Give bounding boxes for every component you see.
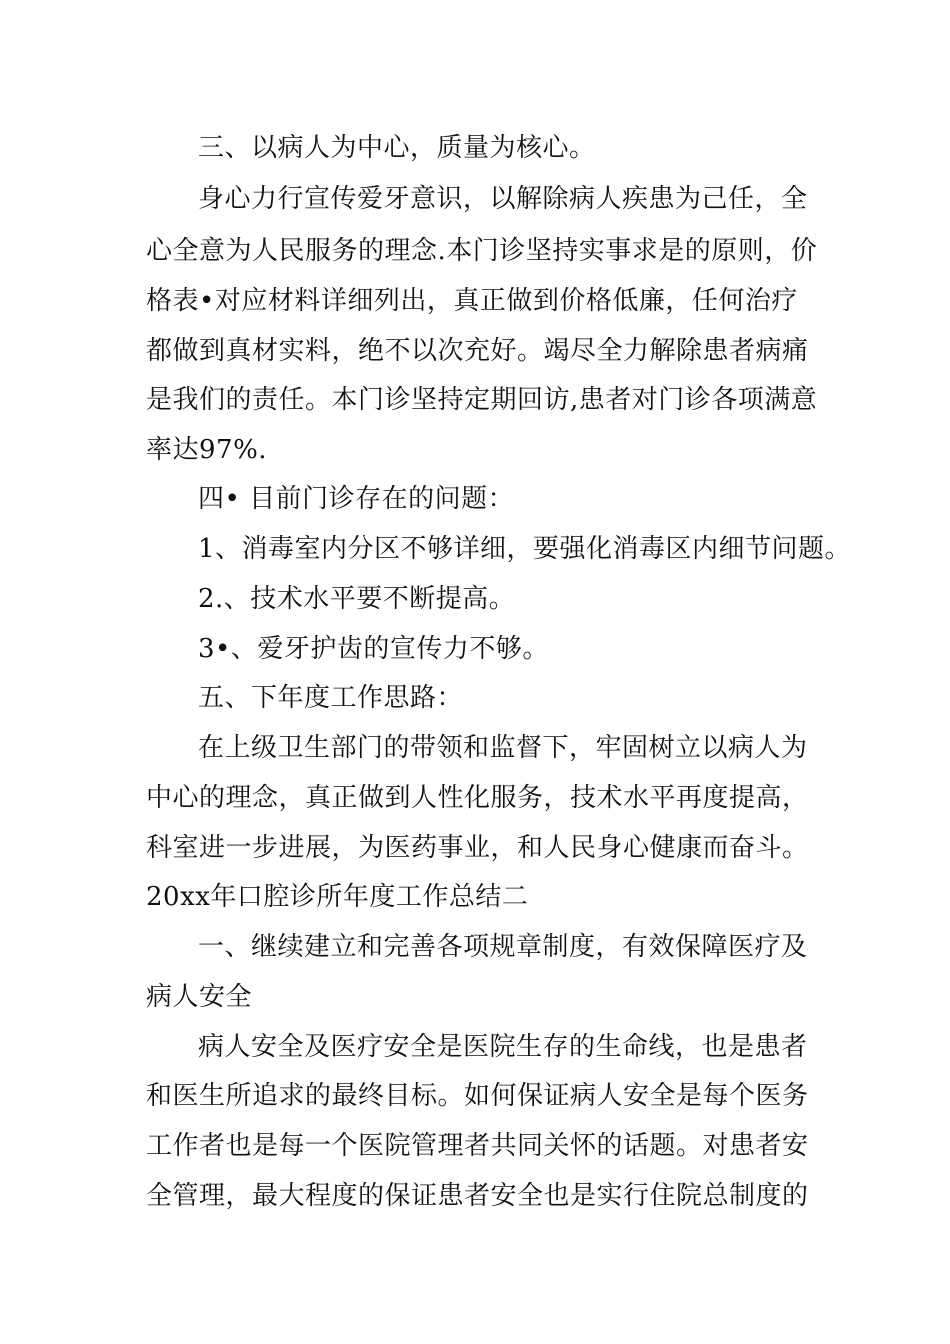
paragraph-line: 和医生所追求的最终目标。如何保证病人安全是每个医务: [146, 1081, 809, 1111]
section-heading-four: 四• 目前门诊存在的问题：: [198, 484, 515, 514]
section-heading-one: 一、继续建立和完善各项规章制度，有效保障医疗及: [198, 932, 808, 962]
section-heading-five: 五、下年度工作思路：: [198, 683, 464, 713]
section-heading-one-continued: 病人安全: [146, 982, 253, 1012]
paragraph-line: 是我们的责任。本门诊坚持定期回访,患者对门诊各项满意: [146, 385, 818, 415]
list-item: 3•、爱牙护齿的宣传力不够。: [198, 634, 549, 664]
document-subtitle: 20xx年口腔诊所年度工作总结二: [146, 882, 529, 912]
paragraph-line: 率达97%.: [146, 435, 268, 465]
paragraph-line: 中心的理念，真正做到人性化服务，技术水平再度提高，: [146, 783, 809, 813]
paragraph-line: 病人安全及医疗安全是医院生存的生命线，也是患者: [198, 1032, 808, 1062]
section-heading-three: 三、以病人为中心，质量为核心。: [198, 133, 596, 163]
paragraph-line: 都做到真材实料，绝不以次充好。竭尽全力解除患者病痛: [146, 336, 809, 366]
paragraph-line: 身心力行宣传爱牙意识，以解除病人疾患为己任，全: [198, 184, 808, 214]
paragraph-line: 工作者也是每一个医院管理者共同关怀的话题。对患者安: [146, 1131, 809, 1161]
list-item: 2.、技术水平要不断提高。: [198, 584, 516, 614]
paragraph-line: 科室进一步进展，为医药事业，和人民身心健康而奋斗。: [146, 833, 809, 863]
paragraph-line: 格表•对应材料详细列出，真正做到价格低廉，任何治疗: [146, 286, 798, 316]
list-item: 1、消毒室内分区不够详细，要强化消毒区内细节问题。: [198, 534, 852, 564]
paragraph-line: 心全意为人民服务的理念.本门诊坚持实事求是的原则，价: [146, 236, 818, 266]
paragraph-line: 在上级卫生部门的带领和监督下，牢固树立以病人为: [198, 733, 808, 763]
paragraph-line: 全管理，最大程度的保证患者安全也是实行住院总制度的: [146, 1181, 809, 1211]
